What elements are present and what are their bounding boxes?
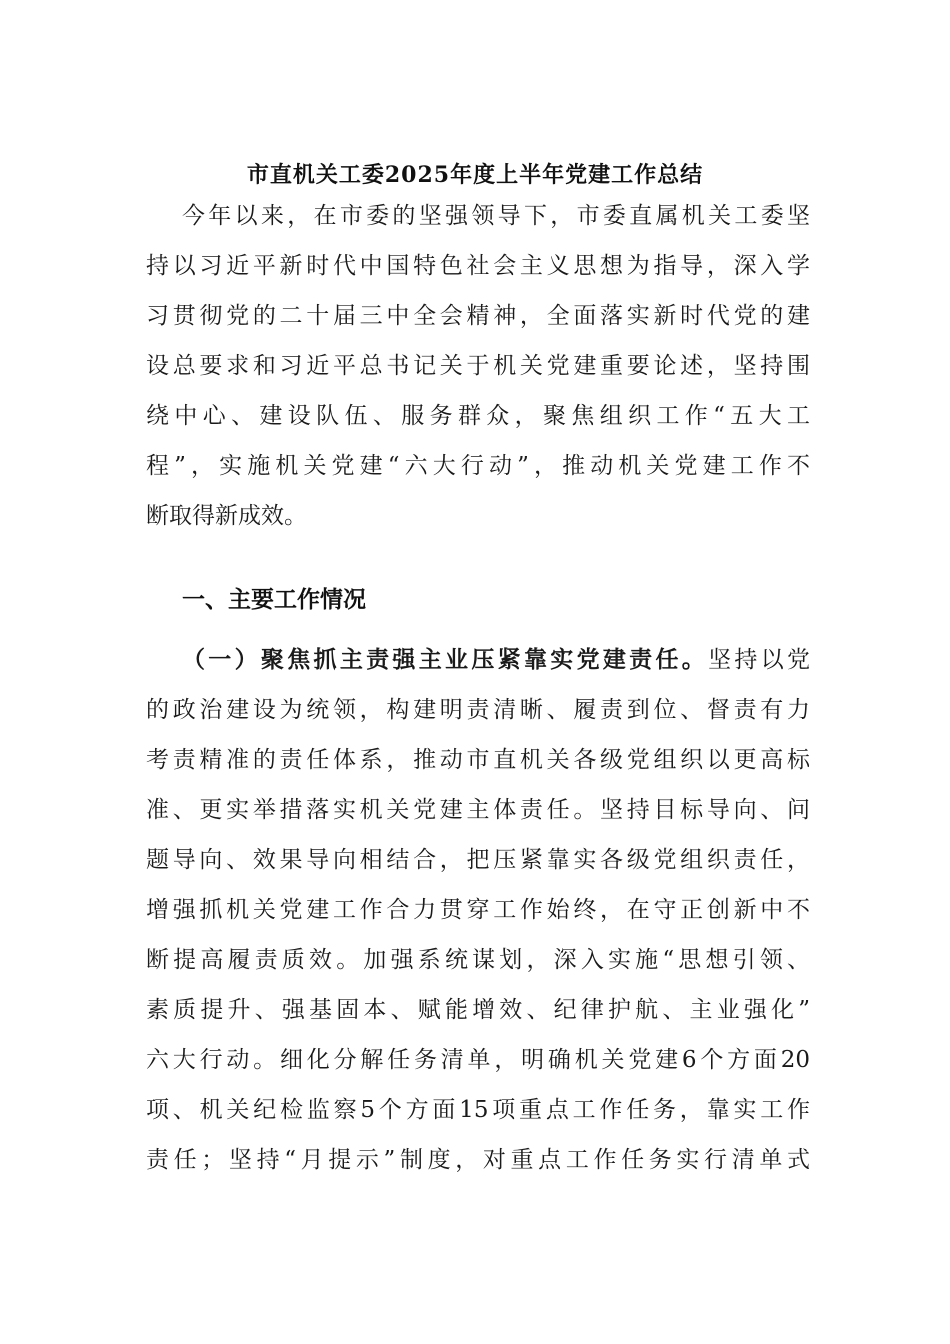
subsection-line-7: 断提高履责质效。加强系统谋划，深入实施“思想引领、	[146, 947, 810, 973]
intro-line-5: 绕中心、建设队伍、服务群众，聚焦组织工作“五大工	[146, 403, 810, 429]
subsection-line-2: 的政治建设为统领，构建明责清晰、履责到位、督责有力	[146, 697, 810, 723]
section-heading: 一、主要工作情况	[182, 586, 366, 613]
subsection-line-10: 项、机关纪检监察5个方面15项重点工作任务，靠实工作	[146, 1097, 810, 1123]
subsection-line-3: 考责精准的责任体系，推动市直机关各级党组织以更高标	[146, 747, 810, 773]
subsection-lead-rest: 坚持以党	[708, 647, 811, 673]
subsection-line-8: 素质提升、强基固本、赋能增效、纪律护航、主业强化”	[146, 997, 810, 1023]
subsection-line-11: 责任；坚持“月提示”制度，对重点工作任务实行清单式	[146, 1147, 810, 1173]
subsection-line-9: 六大行动。细化分解任务清单，明确机关党建6个方面20	[146, 1047, 810, 1073]
intro-line-1: 今年以来，在市委的坚强领导下，市委直属机关工委坚	[182, 203, 810, 229]
intro-line-4: 设总要求和习近平总书记关于机关党建重要论述，坚持围	[146, 353, 810, 379]
subsection-line-6: 增强抓机关党建工作合力贯穿工作始终，在守正创新中不	[146, 897, 810, 923]
intro-line-2: 持以习近平新时代中国特色社会主义思想为指导，深入学	[146, 253, 810, 279]
intro-line-3: 习贯彻党的二十届三中全会精神，全面落实新时代党的建	[146, 303, 810, 329]
subsection-line-5: 题导向、效果导向相结合，把压紧靠实各级党组织责任，	[146, 847, 810, 873]
document-title: 市直机关工委2025年度上半年党建工作总结	[246, 162, 704, 188]
subsection-lead: （一）聚焦抓主责强主业压紧靠实党建责任。	[182, 646, 709, 673]
intro-line-6: 程”，实施机关党建“六大行动”，推动机关党建工作不	[146, 453, 810, 479]
subsection-line-1	[182, 640, 810, 680]
intro-line-7: 断取得新成效。	[146, 503, 307, 529]
subsection-line-4: 准、更实举措落实机关党建主体责任。坚持目标导向、问	[146, 797, 810, 823]
